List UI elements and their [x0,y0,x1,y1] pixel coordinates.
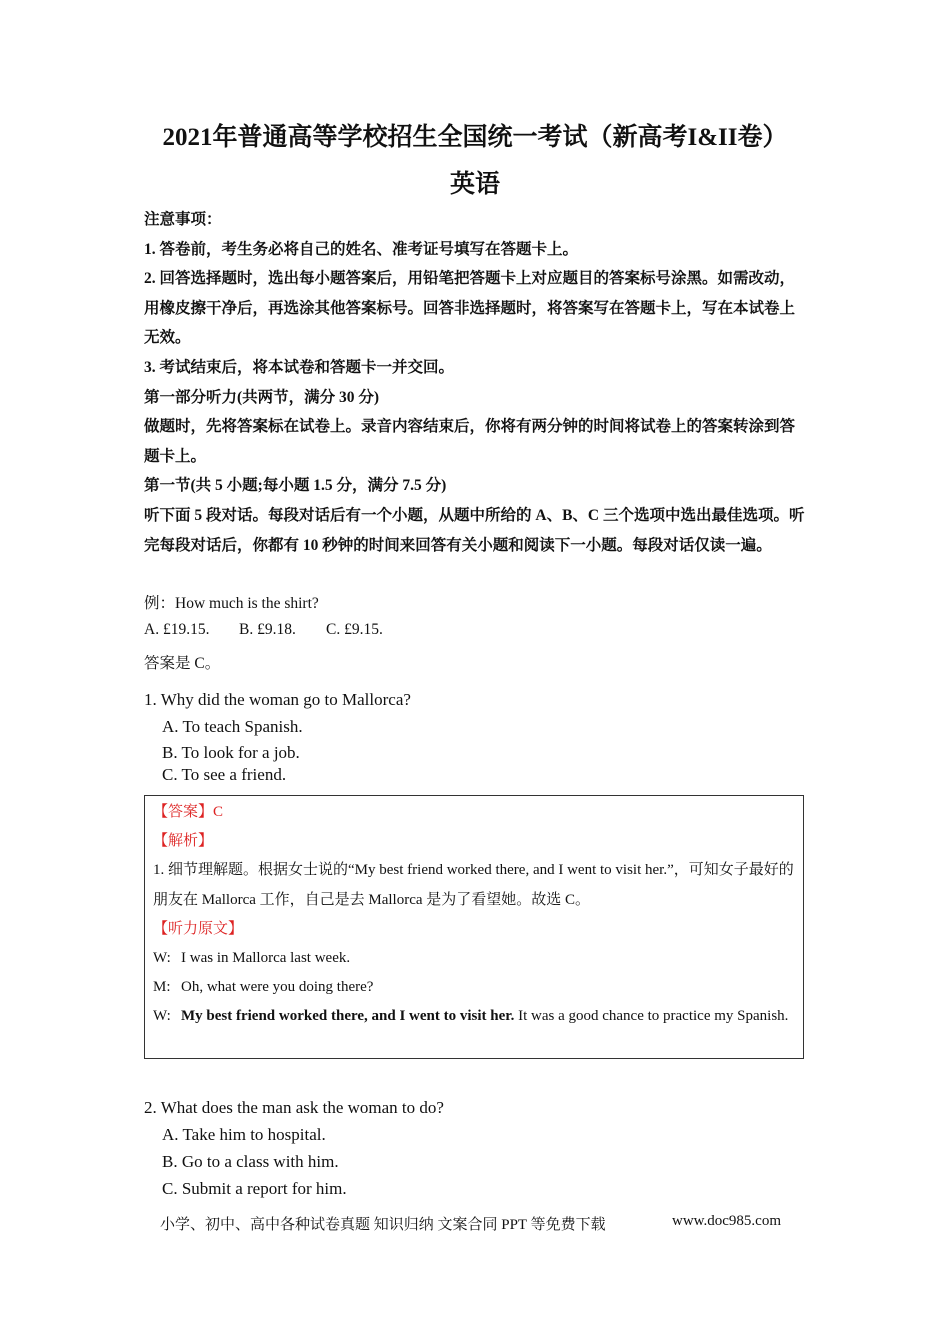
option-c: C. Submit a report for him. [162,1179,347,1198]
section-heading: 第一部分听力(共两节，满分 30 分) [144,388,380,406]
example-answer: 答案是 C。 [144,655,221,672]
analysis-label: 【解析】 [153,833,214,850]
footer-text: 小学、初中、高中各种试卷真题 知识归纳 文案合同 PPT 等免费下载 [160,1217,606,1233]
key-sentence: My best friend worked there, and I went to visit her. [181,1008,515,1025]
instruction-item: 1. 答卷前，考生务必将自己的姓名、准考证号填写在答题卡上。 [144,240,579,258]
exam-title: 2021年普通高等学校招生全国统一考试（新高考I&II卷） [162,124,788,151]
question-stem: 2. What does the man ask the woman to do? [144,1098,444,1117]
option-a: A. To teach Spanish. [162,717,303,736]
utterance-rest: It was a good chance to practice my Spanish. [514,1008,789,1025]
footer-url[interactable]: www.doc985.com [672,1213,782,1229]
subsection-heading: 第一节(共 5 小题;每小题 1.5 分，满分 7.5 分) [144,477,447,495]
subsection-instruction: 听下面 5 段对话。每段对话后有一个小题，从题中所给的 A、B、C 三个选项中选出最佳选项。听完每段对话后，你都有 10 秒钟的时间来回答有关小题和阅读下一小题。每段对话仅读一遍。 [144,506,805,554]
subject-title: 英语 [449,171,500,198]
utterance [181,1002,795,1031]
section-instruction: 做题时，先将答案标在试卷上。录音内容结束后，你将有两分钟的时间将试卷上的答案转涂到答题卡上。 [144,418,796,465]
instruction-item: 2. 回答选择题时，选出每小题答案后，用铅笔把答题卡上对应题目的答案标号涂黑。如需改动，用橡皮擦干净后，再选涂其他答案标号。回答非选择题时，将答案写在答题卡上，写在本试卷上无效。 [144,270,796,347]
answer-label: 【答案】C [153,804,224,820]
utterance: Oh, what were you doing there? [181,979,374,996]
transcript-line [153,944,795,973]
question-1 [144,686,411,785]
transcript-label: 【听力原文】 [153,920,244,937]
example-option: B. £9.18. [239,621,296,638]
instruction-heading: 注意事项： [144,211,222,228]
example-options [144,621,810,639]
instruction-item: 3. 考试结束后，将本试卷和答题卡一并交回。 [144,358,455,376]
example-question: 例：How much is the shirt? [144,595,319,612]
option-c: C. To see a friend. [162,765,287,784]
question-2 [144,1094,444,1202]
answer-analysis-box [144,795,804,1059]
transcript-line [153,973,795,1002]
option-b: B. Go to a class with him. [162,1152,339,1171]
speaker: W: [153,1008,171,1025]
speaker: M: [153,979,171,996]
option-a: A. Take him to hospital. [162,1125,326,1144]
question-stem: 1. Why did the woman go to Mallorca? [144,690,411,709]
transcript-line [153,1002,795,1031]
analysis-text: 1. 细节理解题。根据女士说的“My best friend worked there, and I went to visit her.”，可知女子最好的朋友在 Mallorca 工作，自己是去 Mallorca 是为了看望她。故选 C。 [153,862,794,908]
option-b: B. To look for a job. [162,743,300,762]
example-option: A. £19.15. [144,621,210,638]
speaker: W: [153,950,171,967]
page-footer [160,1213,800,1234]
example-option: C. £9.15. [326,621,383,638]
instructions [144,205,810,560]
utterance: I was in Mallorca last week. [181,950,351,967]
